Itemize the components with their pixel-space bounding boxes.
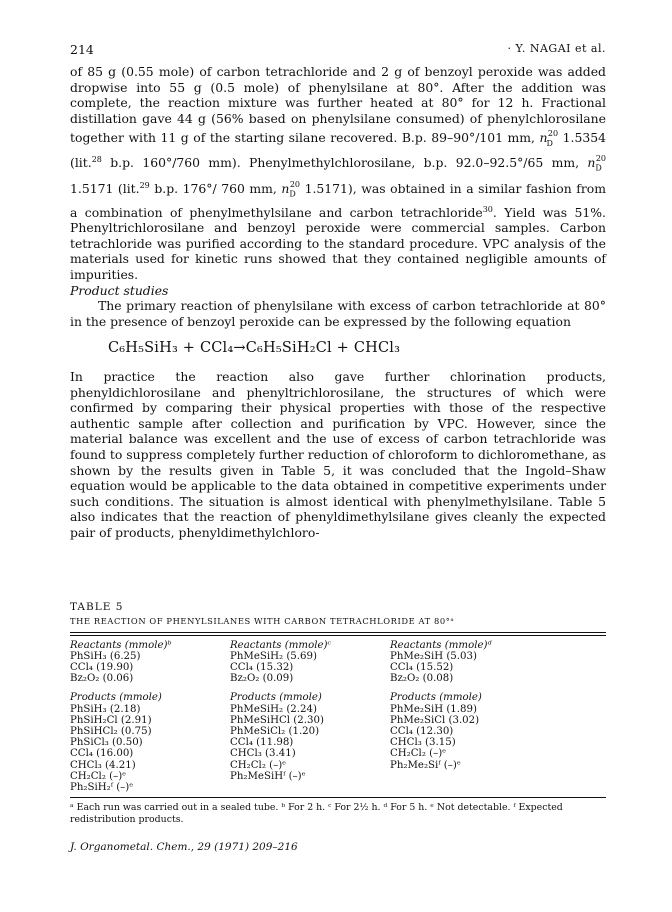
table-cell: PhSiH₃ (6.25) bbox=[70, 650, 141, 662]
table-cell: CCl₄ (15.52) bbox=[390, 661, 454, 673]
paragraph-experimental: of 85 g (0.55 mole) of carbon tetrachloride and 2 g of benzoyl peroxide was added dropwise into 55 g (0.5 mole) of phenylsilane at 80°. After the addition was complete, the reaction mixture was further heated at 80° for 12 h. Fractional distillation gave 44 g (56% based on phenylsilane consumed) of phenylchlorosilane together with 11 g of the starting silane recovered. B.p. 89–90°/101 mm, $n_D^{20}$ 1.5354 (lit.$^{28}$ b.p. 160°/760 mm). Phenylmethylchlorosilane, b.p. 92.0–92.5°/65 mm, $n_D^{20}$ 1.5171 (lit.$^{29}$ b.p. 176°/ 760 mm, $n_D^{20}$ 1.5171), was obtained in a similar fashion from a combination of phenylmethylsilane and carbon tetrachloride$^{30}$. Yield was 51%. Phenyltrichlorosilane and benzoyl peroxide were commercial samples. Carbon tetrachloride was purified according to the standard procedure. VPC analysis of the materials used for kinetic runs showed that they contained negligible amounts of impurities. bbox=[70, 64, 606, 283]
table-caption: THE REACTION OF PHENYLSILANES WITH CARBON TETRACHLORIDE AT 80°ᵃ bbox=[70, 615, 455, 626]
table-5 bbox=[70, 601, 606, 827]
ref-28: 28 bbox=[91, 155, 102, 165]
refractive-index: n bbox=[281, 180, 290, 196]
text-run: 1.5354 (lit. bbox=[70, 130, 606, 171]
refractive-index: n bbox=[587, 155, 596, 171]
table-bottom-rule bbox=[70, 797, 606, 798]
text-run: 1.5171 (lit. bbox=[70, 180, 140, 196]
table-cell: CCl₄ (16.00) bbox=[70, 748, 134, 760]
table-cell: PhMeSiH₂ (5.69) bbox=[230, 650, 317, 662]
table-cell: PhMe₂SiH (5.03) bbox=[390, 650, 477, 662]
journal-citation: J. Organometal. Chem., 29 (1971) 209–216 bbox=[70, 840, 298, 853]
column-header: Products (mmole) bbox=[230, 692, 322, 704]
reaction-equation: C₆H₅SiH₃ + CCl₄→C₆H₅SiH₂Cl + CHCl₃ bbox=[108, 340, 401, 357]
table-cell: Bz₂O₂ (0.06) bbox=[70, 673, 134, 685]
table-cell: Ph₂SiH₂ᶠ (–)ᵉ bbox=[70, 782, 134, 793]
table-cell: CCl₄ (11.98) bbox=[230, 737, 294, 749]
table-cell: CCl₄ (19.90) bbox=[70, 661, 134, 673]
table-cell: CH₂Cl₂ (–)ᵉ bbox=[70, 770, 127, 782]
table-cell: PhSiH₂Cl (2.91) bbox=[70, 714, 152, 726]
table-cell: CH₂Cl₂ (–)ᵉ bbox=[230, 759, 287, 771]
page bbox=[70, 42, 606, 853]
table-label: TABLE 5 bbox=[70, 600, 124, 613]
text-run: b.p. 160°/760 mm). Phenylmethylchlorosilane, b.p. 92.0–92.5°/65 mm, bbox=[101, 155, 588, 171]
table-cell: CHCl₃ (4.21) bbox=[70, 759, 136, 771]
ref-29: 29 bbox=[139, 180, 150, 190]
table-cell: CH₂Cl₂ (–)ᵉ bbox=[390, 748, 447, 760]
table-top-rule-2 bbox=[70, 635, 606, 636]
table-cell: Ph₂MeSiHᶠ (–)ᵉ bbox=[230, 770, 306, 782]
page-number: 214 bbox=[70, 42, 94, 57]
column-header: Products (mmole) bbox=[390, 692, 482, 704]
ref-30: 30 bbox=[482, 204, 493, 214]
table-cell: CCl₄ (15.32) bbox=[230, 661, 294, 673]
table-cell: CCl₄ (12.30) bbox=[390, 725, 454, 737]
table-cell: PhMeSiCl₂ (1.20) bbox=[230, 725, 320, 737]
column-header: Reactants (mmole)ᵈ bbox=[390, 639, 492, 651]
paragraph-discussion: In practice the reaction also gave further chlorination products, phenyldichlorosilane and phenyltrichlorosilane, the structures of which were confirmed by comparing their physical properties with those of the respective authentic sample after collection and purification by VPC. However, since the material balance was excellent and the use of excess of carbon tetrachloride was found to suppress completely further reduction of chloroform to dichloromethane, as shown by the results given in Table 5, it was concluded that the Ingold–Shaw equation would be applicable to the data obtained in competitive experiments under such conditions. The situation is almost identical with phenylmethylsilane. Table 5 also indicates that the reaction of phenyldimethylsilane gives cleanly the expected pair of products, phenyldimethylchloro- bbox=[70, 369, 606, 540]
running-header bbox=[70, 42, 606, 62]
refractive-index: n bbox=[539, 130, 548, 146]
table-cell: CHCl₃ (3.41) bbox=[230, 748, 296, 760]
table-cell: PhMe₂SiH (1.89) bbox=[390, 703, 477, 715]
table-column-phme2sih bbox=[390, 640, 550, 794]
paragraph-product-studies: The primary reaction of phenylsilane with excess of carbon tetrachloride at 80° in the presence of benzoyl peroxide can be expressed by the following equation bbox=[70, 298, 606, 329]
table-cell: Bz₂O₂ (0.09) bbox=[230, 673, 294, 685]
table-cell: PhSiH₃ (2.18) bbox=[70, 703, 141, 715]
column-header: Reactants (mmole)ᶜ bbox=[230, 639, 332, 651]
table-column-phmesih2 bbox=[230, 640, 390, 794]
table-cell: Bz₂O₂ (0.08) bbox=[390, 673, 454, 685]
table-cell: PhSiHCl₂ (0.75) bbox=[70, 725, 152, 737]
table-body bbox=[70, 640, 606, 794]
table-cell: CHCl₃ (3.15) bbox=[390, 737, 456, 749]
table-cell: Ph₂Me₂Siᶠ (–)ᵉ bbox=[390, 759, 461, 771]
text-run: b.p. 176°/ 760 mm, bbox=[149, 180, 282, 196]
text-run: . Yield was 51%. Phenyltrichlorosilane and benzoyl peroxide were commercial samples. Carbon tetrachloride was purified according to the standard procedure. VPC analysis of the materials used for kinetic runs showed that they contained negligible amounts of impurities. bbox=[70, 204, 606, 283]
table-top-rule bbox=[70, 632, 606, 633]
body-text bbox=[70, 64, 606, 541]
column-header: Products (mmole) bbox=[70, 692, 162, 704]
table-column-phsih3 bbox=[70, 640, 230, 794]
text-run: 1.5171), was obtained in a similar fashion from a combination of phenylmethylsilane and carbon tetrachloride bbox=[70, 180, 606, 220]
column-header: Reactants (mmole)ᵇ bbox=[70, 639, 172, 651]
text-run: of 85 g (0.55 mole) of carbon tetrachloride and 2 g of benzoyl peroxide was added dropwise into 55 g (0.5 mole) of phenylsilane at 80°. After the addition was complete, the reaction mixture was further heated at 80° for 12 h. Fractional distillation gave 44 g (56% based on phenylsilane consumed) of phenylchlorosilane together with 11 g of the starting silane recovered. B.p. 89–90°/101 mm, bbox=[70, 64, 606, 146]
table-cell: PhMe₂SiCl (3.02) bbox=[390, 714, 480, 726]
section-heading: Product studies bbox=[70, 282, 169, 298]
table-cell: PhMeSiHCl (2.30) bbox=[230, 714, 324, 726]
table-footnote: ᵃ Each run was carried out in a sealed tube. ᵇ For 2 h. ᶜ For 2½ h. ᵈ For 5 h. ᵉ Not detectable. ᶠ Expected redistribution products. bbox=[70, 802, 563, 826]
table-cell: PhSiCl₃ (0.50) bbox=[70, 737, 143, 749]
running-author: · Y. NAGAI et al. bbox=[507, 42, 606, 55]
table-cell: PhMeSiH₂ (2.24) bbox=[230, 703, 317, 715]
